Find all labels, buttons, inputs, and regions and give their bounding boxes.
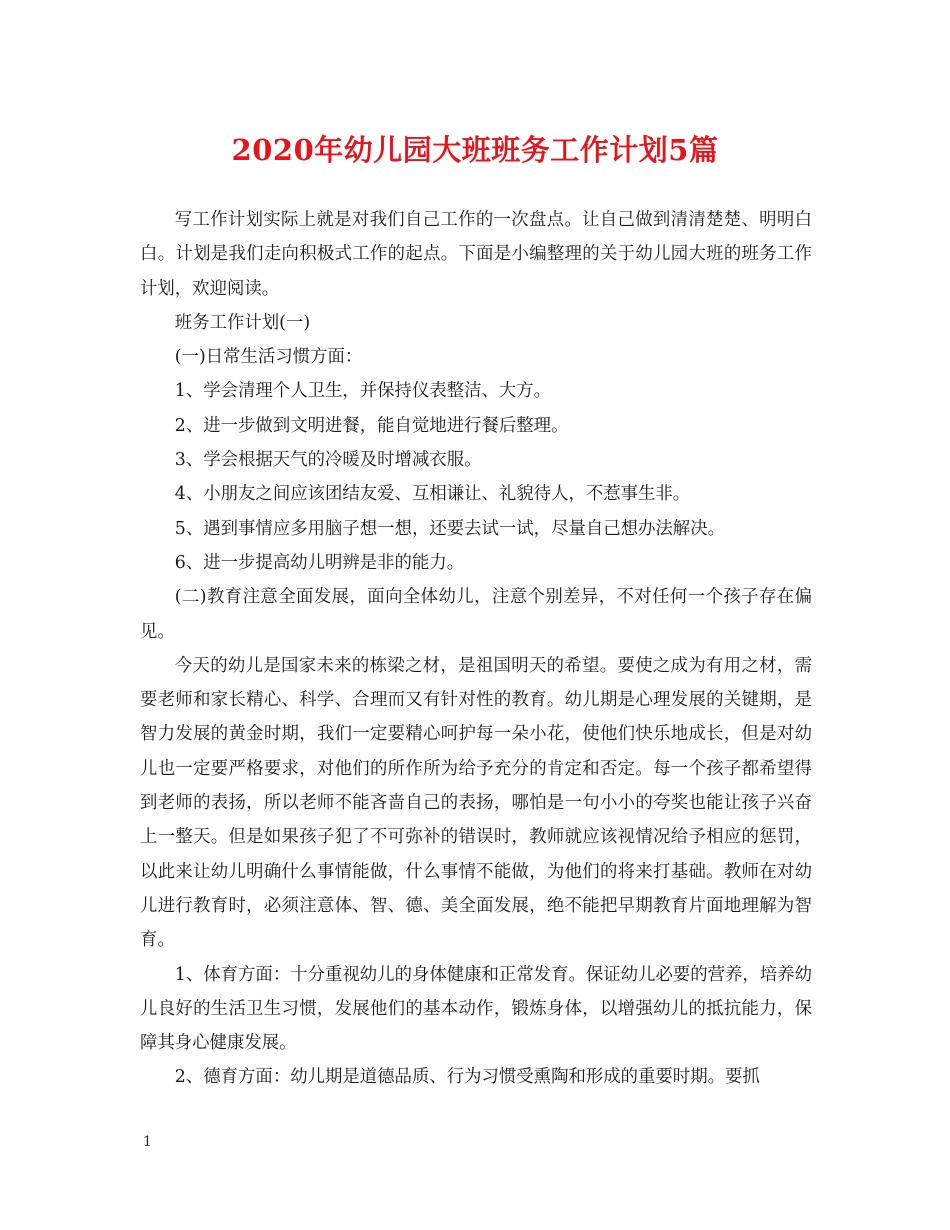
body-paragraph: 今天的幼儿是国家未来的栋梁之材，是祖国明天的希望。要使之成为有用之材，需要老师和家长精心、科学、合理而又有针对性的教育。幼儿期是心理发展的关键期，是智力发展的黄金时期，我们一定要精心呵护每一朵小花，使他们快乐地成长，但是对幼儿也一定要严格要求，对他们的所作所为给予充分的肯定和否定。每一个孩子都希望得到老师的表扬，所以老师不能吝啬自己的表扬，哪怕是一句小小的夸奖也能让孩子兴奋上一整天。但是如果孩子犯了不可弥补的错误时，教师就应该视情况给予相应的惩罚，以此来让幼儿明确什么事情能做，什么事情不能做，为他们的将来打基础。教师在对幼儿进行教育时，必须注意体、智、德、美全面发展，绝不能把早期教育片面地理解为智育。 (140, 655, 812, 951)
list-item: 4、小朋友之间应该团结友爱、互相谦让、礼貌待人，不惹事生非。 (174, 484, 691, 505)
list-item: 1、学会清理个人卫生，并保持仪表整洁、大方。 (174, 381, 552, 402)
list-item: 6、进一步提高幼儿明辨是非的能力。 (174, 552, 465, 573)
subsection-heading: (二)教育注意全面发展，面向全体幼儿，注意个别差异，不对任何一个孩子存在偏见。 (140, 587, 812, 642)
list-item: 3、学会根据天气的冷暖及时增减衣服。 (174, 450, 482, 471)
page-number: 1 (143, 1134, 152, 1150)
intro-paragraph: 写工作计划实际上就是对我们自己工作的一次盘点。让自己做到清清楚楚、明明白白。计划是我们走向积极式工作的起点。下面是小编整理的关于幼儿园大班的班务工作计划，欢迎阅读。 (140, 210, 812, 299)
list-item: 5、遇到事情应多用脑子想一想，还要去试一试，尽量自己想办法解决。 (174, 518, 725, 539)
document-body (140, 203, 812, 1095)
subsection-heading: (一)日常生活习惯方面： (174, 347, 363, 368)
list-item: 2、进一步做到文明进餐，能自觉地进行餐后整理。 (174, 415, 569, 436)
body-paragraph: 1、体育方面：十分重视幼儿的身体健康和正常发育。保证幼儿必要的营养，培养幼儿良好的生活卫生习惯，发展他们的基本动作，锻炼身体，以增强幼儿的抵抗能力，保障其身心健康发展。 (140, 964, 812, 1054)
body-paragraph: 2、德育方面：幼儿期是道德品质、行为习惯受熏陶和形成的重要时期。要抓 (174, 1067, 760, 1088)
section-heading: 班务工作计划(一) (174, 312, 311, 333)
document-title: 2020年幼儿园大班班务工作计划5篇 (231, 133, 719, 167)
